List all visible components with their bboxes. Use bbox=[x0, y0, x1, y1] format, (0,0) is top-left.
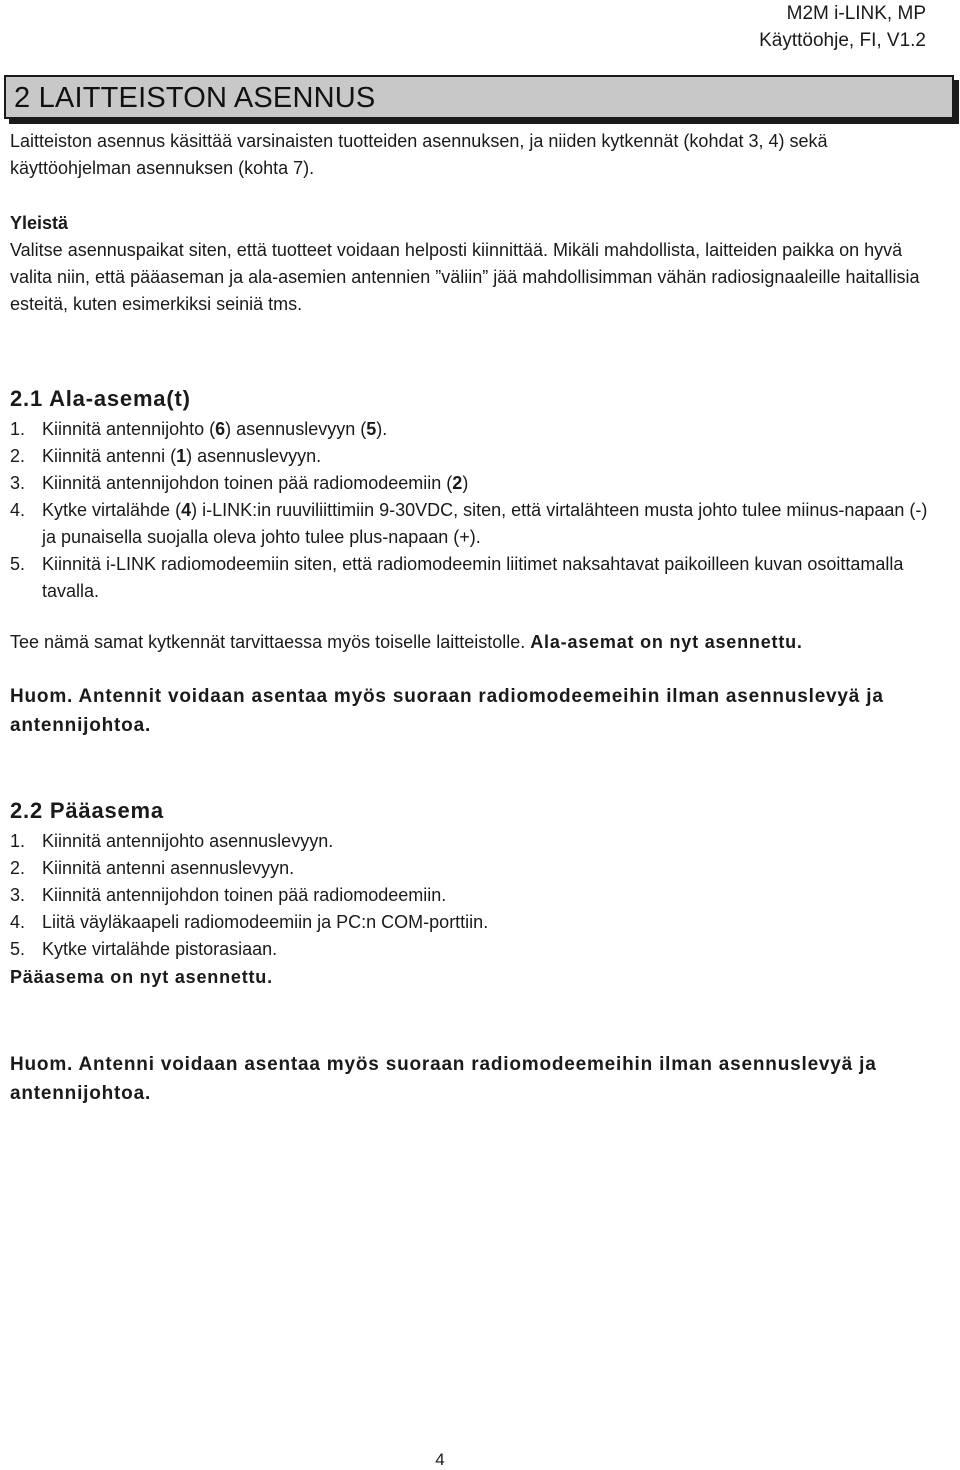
step-number: 5. bbox=[10, 554, 26, 574]
main-station-steps bbox=[10, 828, 940, 963]
step-number: 3. bbox=[10, 473, 26, 493]
step-number: 2. bbox=[10, 446, 26, 466]
substation-steps bbox=[10, 416, 940, 605]
step-number: 5. bbox=[10, 939, 26, 959]
step-text: Kiinnitä antenni asennuslevyyn. bbox=[42, 858, 295, 878]
header-product: M2M i-LINK, MP bbox=[786, 3, 926, 24]
step-text: Kytke virtalähde ( bbox=[42, 500, 182, 520]
step-text: ) asennuslevyyn ( bbox=[225, 419, 367, 439]
list-item bbox=[10, 828, 940, 855]
part-reference: 4 bbox=[181, 500, 192, 520]
step-text: Kiinnitä i-LINK radiomodeemiin siten, että radiomodeemin liitimet naksahtavat paikoilleen kuvan osoittamalla tavalla. bbox=[42, 554, 904, 601]
part-reference: 2 bbox=[452, 473, 463, 493]
list-item bbox=[10, 497, 940, 551]
list-item bbox=[10, 882, 940, 909]
step-text: Kytke virtalähde pistorasiaan. bbox=[42, 939, 278, 959]
step-number: 4. bbox=[10, 500, 26, 520]
closing-text: Tee nämä samat kytkennät tarvittaessa myös toiselle laitteistolle. bbox=[10, 632, 526, 652]
chapter-title-box bbox=[4, 75, 954, 119]
substation-note: Huom. Antennit voidaan asentaa myös suoraan radiomodeemeihin ilman asennuslevyä ja antennijohtoa. bbox=[10, 686, 884, 736]
chapter-title: 2 LAITTEISTON ASENNUS bbox=[14, 82, 376, 114]
step-text: Kiinnitä antennijohdon toinen pää radiomodeemiin. bbox=[42, 885, 447, 905]
main-station-note: Huom. Antenni voidaan asentaa myös suoraan radiomodeemeihin ilman asennuslevyä ja antennijohtoa. bbox=[10, 1054, 877, 1104]
general-heading: Yleistä bbox=[10, 213, 69, 233]
closing-bold-text: Ala-asemat on nyt asennettu. bbox=[530, 632, 803, 652]
header-manual-version: Käyttöohje, FI, V1.2 bbox=[759, 30, 926, 51]
section-title-substation: 2.1 Ala-asema(t) bbox=[10, 386, 191, 411]
list-item bbox=[10, 909, 940, 936]
list-item bbox=[10, 551, 940, 605]
part-reference: 6 bbox=[215, 419, 226, 439]
substation-closing bbox=[10, 629, 940, 656]
step-number: 1. bbox=[10, 831, 26, 851]
step-number: 2. bbox=[10, 858, 26, 878]
page-number: 4 bbox=[435, 1450, 445, 1469]
list-item bbox=[10, 416, 940, 443]
step-text: Kiinnitä antennijohto ( bbox=[42, 419, 216, 439]
step-text: ). bbox=[376, 419, 388, 439]
main-station-done: Pääasema on nyt asennettu. bbox=[10, 967, 273, 987]
list-item bbox=[10, 443, 940, 470]
part-reference: 5 bbox=[366, 419, 377, 439]
step-text: Liitä väyläkaapeli radiomodeemiin ja PC:n COM-porttiin. bbox=[42, 912, 489, 932]
step-text: ) i-LINK:in ruuviliittimiin 9-30VDC, siten, että virtalähteen musta johto tulee miinus-napaan (-) ja punaisella suojalla oleva johto tulee plus-napaan (+). bbox=[42, 500, 928, 547]
list-item bbox=[10, 936, 940, 963]
step-text: ) bbox=[462, 473, 469, 493]
step-number: 4. bbox=[10, 912, 26, 932]
intro-paragraph: Laitteiston asennus käsittää varsinaisten tuotteiden asennuksen, ja niiden kytkennät (kohdat 3, 4) sekä käyttöohjelman asennuksen (kohta 7). bbox=[10, 131, 828, 178]
step-text: ) asennuslevyyn. bbox=[186, 446, 322, 466]
list-item bbox=[10, 470, 940, 497]
step-text: Kiinnitä antennijohto asennuslevyyn. bbox=[42, 831, 334, 851]
list-item bbox=[10, 855, 940, 882]
general-paragraph: Valitse asennuspaikat siten, että tuotteet voidaan helposti kiinnittää. Mikäli mahdollista, laitteiden paikka on hyvä valita niin, että pääaseman ja ala-asemien antennien ”väliin” jää mahdollisimman vähän radiosignaaleille haitallisia esteitä, kuten esimerkiksi seiniä tms. bbox=[10, 240, 920, 314]
step-text: Kiinnitä antenni ( bbox=[42, 446, 177, 466]
step-number: 1. bbox=[10, 419, 26, 439]
step-text: Kiinnitä antennijohdon toinen pää radiomodeemiin ( bbox=[42, 473, 453, 493]
document-body bbox=[10, 128, 940, 1108]
document-header bbox=[759, 0, 926, 54]
section-title-main-station: 2.2 Pääasema bbox=[10, 798, 164, 823]
part-reference: 1 bbox=[176, 446, 187, 466]
step-number: 3. bbox=[10, 885, 26, 905]
